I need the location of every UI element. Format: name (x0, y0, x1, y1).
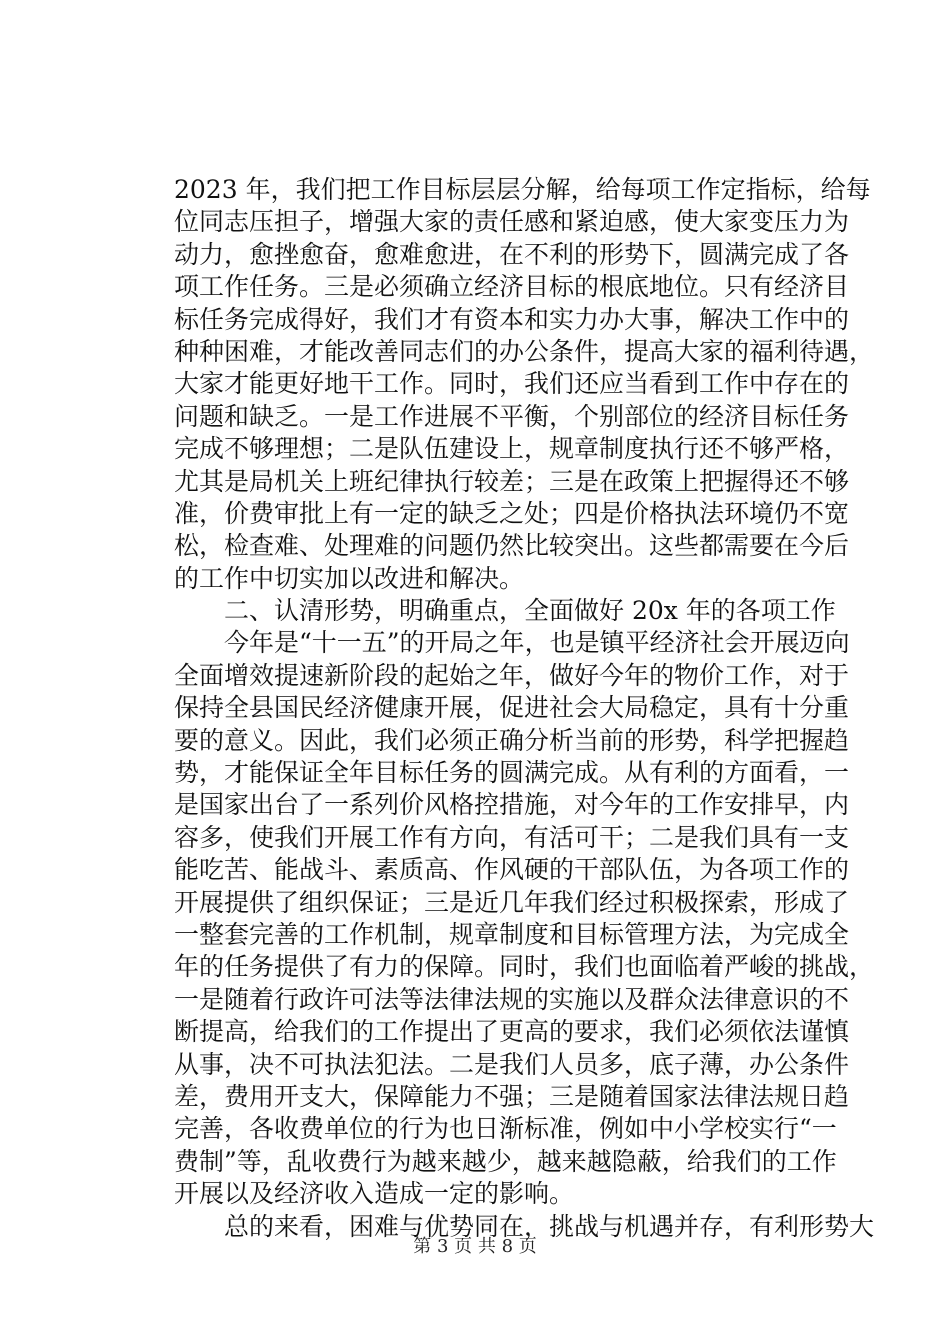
text-line: 全面增效提速新阶段的起始之年，做好今年的物价工作，对于 (174, 660, 850, 690)
text-line: 2023 年，我们把工作目标层层分解，给每项工作定指标，给每 (174, 175, 871, 204)
text-line: 年的任务提供了有力的保障。同时，我们也面临着严峻的挑战， (174, 952, 875, 982)
text-line: 项工作任务。三是必须确立经济目标的根底地位。只有经济目 (174, 272, 850, 302)
text-line: 尤其是局机关上班纪律执行较差；三是在政策上把握得还不够 (174, 466, 850, 496)
section-heading: 二、认清形势，明确重点，全面做好 20x 年的各项工作 (224, 596, 836, 626)
text-line: 开展提供了组织保证；三是近几年我们经过积极探索，形成了 (174, 887, 850, 917)
text-line: 从事，决不可执法犯法。二是我们人员多，底子薄，办公条件 (174, 1049, 850, 1079)
text-line: 要的意义。因此，我们必须正确分析当前的形势，科学把握趋 (174, 725, 850, 755)
document-body (174, 174, 875, 1243)
text-line: 问题和缺乏。一是工作进展不平衡，个别部位的经济目标任务 (174, 401, 850, 431)
text-line: 费制”等，乱收费行为越来越少，越来越隐蔽，给我们的工作 (174, 1146, 837, 1176)
text-line: 今年是“十一五”的开局之年，也是镇平经济社会开展迈向 (224, 628, 850, 658)
text-line: 总的来看，困难与优势同在，挑战与机遇并存，有利形势大 (224, 1211, 875, 1241)
text-line: 准，价费审批上有一定的缺乏之处；四是价格执法环境仍不宽 (174, 498, 850, 528)
text-line: 标任务完成得好，我们才有资本和实力办大事，解决工作中的 (174, 304, 850, 334)
text-line: 种种困难，才能改善同志们的办公条件，提高大家的福利待遇， (174, 336, 875, 366)
text-line: 完成不够理想；二是队伍建设上，规章制度执行还不够严格， (174, 434, 850, 464)
text-line: 一是随着行政许可法等法律法规的实施以及群众法律意识的不 (174, 984, 850, 1014)
text-line: 的工作中切实加以改进和解决。 (174, 563, 525, 593)
page-footer: 第 3 页 共 8 页 (413, 1236, 537, 1257)
text-line: 完善，各收费单位的行为也日渐标准，例如中小学校实行“一 (174, 1114, 837, 1144)
text-line: 差，费用开支大，保障能力不强；三是随着国家法律法规日趋 (174, 1081, 850, 1111)
text-line: 开展以及经济收入造成一定的影响。 (174, 1179, 575, 1209)
text-line: 位同志压担子，增强大家的责任感和紧迫感，使大家变压力为 (174, 207, 850, 237)
text-line: 是国家出台了一系列价风格控措施，对今年的工作安排早，内 (174, 790, 850, 820)
text-line: 松，检查难、处理难的问题仍然比较突出。这些都需要在今后 (174, 531, 850, 561)
text-line: 能吃苦、能战斗、素质高、作风硬的干部队伍，为各项工作的 (174, 855, 850, 885)
text-line: 大家才能更好地干工作。同时，我们还应当看到工作中存在的 (174, 369, 850, 399)
text-line: 动力，愈挫愈奋，愈难愈进，在不利的形势下，圆满完成了各 (174, 239, 850, 269)
text-line: 断提高，给我们的工作提出了更高的要求，我们必须依法谨慎 (174, 1017, 850, 1047)
text-line: 势，才能保证全年目标任务的圆满完成。从有利的方面看，一 (174, 758, 850, 788)
text-line: 保持全县国民经济健康开展，促进社会大局稳定，具有十分重 (174, 693, 850, 723)
text-line: 容多，使我们开展工作有方向，有活可干；二是我们具有一支 (174, 822, 850, 852)
text-line: 一整套完善的工作机制，规章制度和目标管理方法，为完成全 (174, 919, 850, 949)
